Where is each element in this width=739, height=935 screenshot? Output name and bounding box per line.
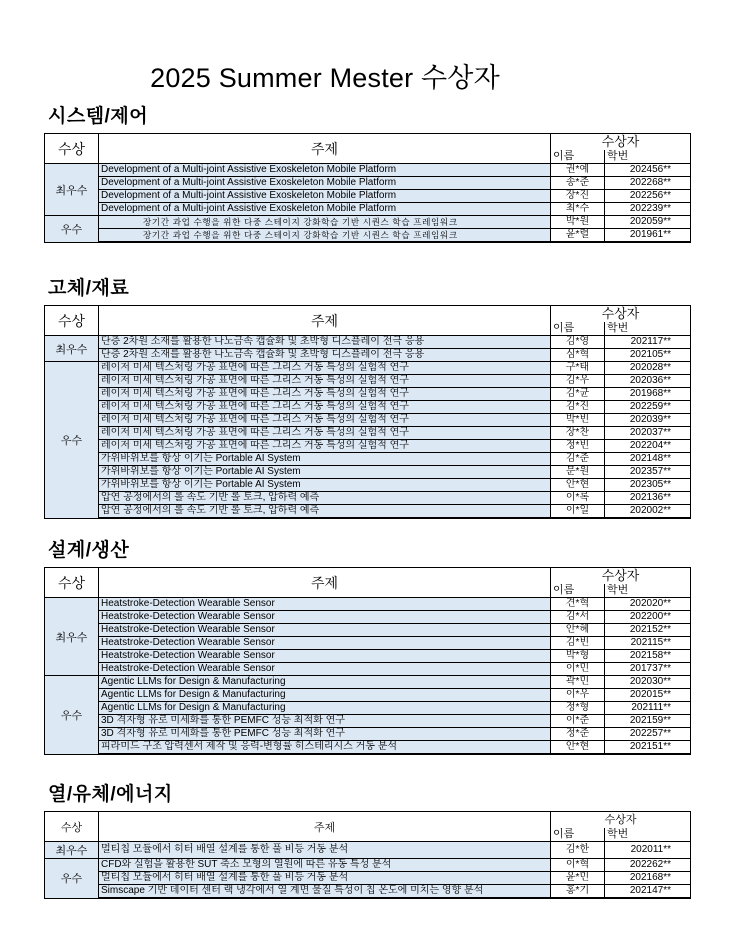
student-id-cell: 202158** xyxy=(605,650,691,663)
topic-cell: 3D 격자형 유로 미세화를 통한 PEMFC 성능 최적화 연구 xyxy=(99,715,551,728)
table-header-row xyxy=(45,134,691,151)
table-row xyxy=(45,229,691,243)
table-row xyxy=(45,453,691,466)
table-row xyxy=(45,177,691,190)
table-row xyxy=(45,427,691,440)
topic-cell: 레이저 미세 텍스처링 가공 표면에 따른 그리스 거동 특성의 실험적 연구 xyxy=(99,440,551,453)
award-table xyxy=(44,567,691,755)
table-row xyxy=(45,624,691,637)
table-row xyxy=(45,689,691,702)
table-row xyxy=(45,414,691,427)
award-category: 최우수 xyxy=(45,842,99,859)
winner-name-cell: 권*예 xyxy=(551,164,605,177)
table-row xyxy=(45,440,691,453)
winner-name-cell: 안*현 xyxy=(551,741,605,755)
topic-cell: 피라미드 구조 압력센서 제작 및 응력-변형률 히스테리시스 거동 분석 xyxy=(99,741,551,755)
winner-name-cell: 곽*민 xyxy=(551,676,605,689)
topic-cell: 레이저 미세 텍스처링 가공 표면에 따른 그리스 거동 특성의 실험적 연구 xyxy=(99,388,551,401)
name-header: 이름 xyxy=(551,584,605,598)
winner-name-cell: 이*혁 xyxy=(551,859,605,872)
table-row xyxy=(45,676,691,689)
topic-cell: Development of a Multi-joint Assistive Exoskeleton Mobile Platform xyxy=(99,164,551,177)
topic-cell: Heatstroke-Detection Wearable Sensor xyxy=(99,637,551,650)
student-id-cell: 202159** xyxy=(605,715,691,728)
table-row xyxy=(45,466,691,479)
student-id-cell: 202262** xyxy=(605,859,691,872)
table-row xyxy=(45,190,691,203)
winner-name-cell: 송*준 xyxy=(551,177,605,190)
student-id-cell: 202030** xyxy=(605,676,691,689)
topic-cell: 가위바위보를 항상 이기는 Portable AI System xyxy=(99,479,551,492)
topic-cell: CFD와 실험을 활용한 SUT 축소 모형의 열원에 따른 유동 특성 분석 xyxy=(99,859,551,872)
student-id-cell: 202200** xyxy=(605,611,691,624)
student-id-cell: 202039** xyxy=(605,414,691,427)
section-1 xyxy=(44,104,690,243)
section-4 xyxy=(44,782,690,899)
table-row xyxy=(45,728,691,741)
name-header: 이름 xyxy=(551,150,605,164)
student-id-cell: 202305** xyxy=(605,479,691,492)
student-id-cell: 202111** xyxy=(605,702,691,715)
award-category: 우수 xyxy=(45,676,99,755)
table-row xyxy=(45,702,691,715)
award-table xyxy=(44,305,691,519)
winner-name-cell: 윤*렬 xyxy=(551,229,605,243)
table-header-row xyxy=(45,568,691,585)
student-id-cell: 201968** xyxy=(605,388,691,401)
topic-cell: 단층 2차원 소재를 활용한 나노금속 캡슐화 및 초박형 디스플레이 전극 응용 xyxy=(99,349,551,362)
winner-name-cell: 이*민 xyxy=(551,663,605,676)
topic-cell: 가위바위보를 항상 이기는 Portable AI System xyxy=(99,453,551,466)
topic-header: 주제 xyxy=(99,306,551,336)
student-id-cell: 202168** xyxy=(605,872,691,885)
id-header: 학번 xyxy=(605,150,691,164)
topic-cell: 압연 공정에서의 롤 속도 기반 롤 토크, 압하력 예측 xyxy=(99,505,551,519)
winner-name-cell: 장*찬 xyxy=(551,427,605,440)
topic-cell: 단층 2차원 소재를 활용한 나노금속 캡슐화 및 초박형 디스플레이 전극 응용 xyxy=(99,336,551,349)
student-id-cell: 202002** xyxy=(605,505,691,519)
table-row xyxy=(45,637,691,650)
table-row xyxy=(45,164,691,177)
student-id-cell: 202151** xyxy=(605,741,691,755)
table-row xyxy=(45,492,691,505)
table-row xyxy=(45,505,691,519)
topic-cell: Development of a Multi-joint Assistive Exoskeleton Mobile Platform xyxy=(99,177,551,190)
table-header-row xyxy=(45,306,691,323)
topic-cell: Development of a Multi-joint Assistive Exoskeleton Mobile Platform xyxy=(99,203,551,216)
student-id-cell: 201737** xyxy=(605,663,691,676)
student-id-cell: 202011** xyxy=(605,842,691,859)
table-header-row xyxy=(45,812,691,829)
topic-header: 주제 xyxy=(99,134,551,164)
student-id-cell: 202239** xyxy=(605,203,691,216)
student-id-cell: 202037** xyxy=(605,427,691,440)
id-header: 학번 xyxy=(605,322,691,336)
student-id-cell: 201961** xyxy=(605,229,691,243)
winner-name-cell: 김*영 xyxy=(551,336,605,349)
topic-cell: 레이저 미세 텍스처링 가공 표면에 따른 그리스 거동 특성의 실험적 연구 xyxy=(99,401,551,414)
table-row xyxy=(45,216,691,229)
winner-name-cell: 김*서 xyxy=(551,611,605,624)
topic-cell: Heatstroke-Detection Wearable Sensor xyxy=(99,598,551,611)
table-row xyxy=(45,362,691,375)
winner-name-cell: 정*빈 xyxy=(551,440,605,453)
student-id-cell: 202152** xyxy=(605,624,691,637)
topic-header: 주제 xyxy=(99,568,551,598)
table-row xyxy=(45,663,691,676)
topic-cell: Heatstroke-Detection Wearable Sensor xyxy=(99,650,551,663)
winner-name-cell: 심*혁 xyxy=(551,349,605,362)
name-header: 이름 xyxy=(551,322,605,336)
section-3 xyxy=(44,538,690,755)
table-row xyxy=(45,859,691,872)
table-row xyxy=(45,349,691,362)
winner-name-cell: 이*록 xyxy=(551,492,605,505)
winner-name-cell: 견*혁 xyxy=(551,598,605,611)
winner-name-cell: 홍*기 xyxy=(551,885,605,899)
winner-header: 수상자 xyxy=(551,134,691,151)
topic-cell: Heatstroke-Detection Wearable Sensor xyxy=(99,611,551,624)
table-row xyxy=(45,715,691,728)
award-header: 수상 xyxy=(45,306,99,336)
award-header: 수상 xyxy=(45,134,99,164)
winner-name-cell: 김*준 xyxy=(551,453,605,466)
winner-name-cell: 이*일 xyxy=(551,505,605,519)
table-row xyxy=(45,203,691,216)
winner-name-cell: 정*준 xyxy=(551,728,605,741)
student-id-cell: 202257** xyxy=(605,728,691,741)
student-id-cell: 202357** xyxy=(605,466,691,479)
winner-header: 수상자 xyxy=(551,568,691,585)
winner-name-cell: 박*빈 xyxy=(551,414,605,427)
table-row xyxy=(45,388,691,401)
award-category: 우수 xyxy=(45,859,99,899)
name-header: 이름 xyxy=(551,828,605,842)
student-id-cell: 202015** xyxy=(605,689,691,702)
table-row xyxy=(45,598,691,611)
topic-cell: Agentic LLMs for Design & Manufacturing xyxy=(99,676,551,689)
topic-cell: 장기간 과업 수행을 위한 다중 스테이지 강화학습 기반 시퀀스 학습 프레임워크 xyxy=(99,216,551,229)
award-table xyxy=(44,811,691,899)
winner-name-cell: 안*혜 xyxy=(551,624,605,637)
winner-name-cell: 이*우 xyxy=(551,689,605,702)
winner-header: 수상자 xyxy=(551,306,691,323)
section-heading: 시스템/제어 xyxy=(48,106,149,127)
topic-cell: 레이저 미세 텍스처링 가공 표면에 따른 그리스 거동 특성의 실험적 연구 xyxy=(99,375,551,388)
winner-name-cell: 정*형 xyxy=(551,702,605,715)
winner-name-cell: 장*진 xyxy=(551,190,605,203)
student-id-cell: 202256** xyxy=(605,190,691,203)
winner-name-cell: 박*원 xyxy=(551,216,605,229)
student-id-cell: 202259** xyxy=(605,401,691,414)
section-2 xyxy=(44,276,690,519)
winner-name-cell: 이*준 xyxy=(551,715,605,728)
winner-name-cell: 김*한 xyxy=(551,842,605,859)
id-header: 학번 xyxy=(605,584,691,598)
page-title: 2025 Summer Mester 수상자 xyxy=(150,63,500,93)
student-id-cell: 202148** xyxy=(605,453,691,466)
student-id-cell: 202028** xyxy=(605,362,691,375)
topic-cell: 레이저 미세 텍스처링 가공 표면에 따른 그리스 거동 특성의 실험적 연구 xyxy=(99,427,551,440)
section-heading: 열/유체/에너지 xyxy=(48,784,173,805)
winner-name-cell: 김*진 xyxy=(551,401,605,414)
table-row xyxy=(45,650,691,663)
topic-cell: Agentic LLMs for Design & Manufacturing xyxy=(99,689,551,702)
award-category: 우수 xyxy=(45,216,99,243)
topic-cell: Heatstroke-Detection Wearable Sensor xyxy=(99,663,551,676)
student-id-cell: 202036** xyxy=(605,375,691,388)
student-id-cell: 202117** xyxy=(605,336,691,349)
topic-header: 주제 xyxy=(99,812,551,842)
topic-cell: Agentic LLMs for Design & Manufacturing xyxy=(99,702,551,715)
topic-cell: Heatstroke-Detection Wearable Sensor xyxy=(99,624,551,637)
section-heading: 고체/재료 xyxy=(48,278,130,299)
table-row xyxy=(45,336,691,349)
winner-name-cell: 최*수 xyxy=(551,203,605,216)
award-header: 수상 xyxy=(45,812,99,842)
award-table xyxy=(44,133,691,243)
student-id-cell: 202020** xyxy=(605,598,691,611)
topic-cell: 레이저 미세 텍스처링 가공 표면에 따른 그리스 거동 특성의 실험적 연구 xyxy=(99,414,551,427)
winner-name-cell: 안*현 xyxy=(551,479,605,492)
award-category: 최우수 xyxy=(45,598,99,676)
table-row xyxy=(45,479,691,492)
student-id-cell: 202136** xyxy=(605,492,691,505)
topic-cell: 압연 공정에서의 롤 속도 기반 롤 토크, 압하력 예측 xyxy=(99,492,551,505)
student-id-cell: 202204** xyxy=(605,440,691,453)
topic-cell: 가위바위보를 항상 이기는 Portable AI System xyxy=(99,466,551,479)
winner-header: 수상자 xyxy=(551,812,691,829)
winner-name-cell: 김*균 xyxy=(551,388,605,401)
winner-name-cell: 김*우 xyxy=(551,375,605,388)
table-row xyxy=(45,842,691,859)
student-id-cell: 202147** xyxy=(605,885,691,899)
student-id-cell: 202456** xyxy=(605,164,691,177)
award-category: 최우수 xyxy=(45,336,99,362)
award-category: 최우수 xyxy=(45,164,99,216)
winner-name-cell: 문*원 xyxy=(551,466,605,479)
topic-cell: Development of a Multi-joint Assistive Exoskeleton Mobile Platform xyxy=(99,190,551,203)
winner-name-cell: 김*빈 xyxy=(551,637,605,650)
table-row xyxy=(45,611,691,624)
topic-cell: 장기간 과업 수행을 위한 다중 스테이지 강화학습 기반 시퀀스 학습 프레임워크 xyxy=(99,229,551,243)
topic-cell: 멀티칩 모듈에서 히터 배열 설계를 통한 풀 비등 거동 분석 xyxy=(99,872,551,885)
section-heading: 설계/생산 xyxy=(48,540,130,561)
student-id-cell: 202059** xyxy=(605,216,691,229)
winner-name-cell: 윤*민 xyxy=(551,872,605,885)
winner-name-cell: 구*태 xyxy=(551,362,605,375)
topic-cell: 멀티칩 모듈에서 히터 배열 설계를 통한 풀 비등 거동 분석 xyxy=(99,842,551,859)
award-header: 수상 xyxy=(45,568,99,598)
topic-cell: 레이저 미세 텍스처링 가공 표면에 따른 그리스 거동 특성의 실험적 연구 xyxy=(99,362,551,375)
table-row xyxy=(45,401,691,414)
table-row xyxy=(45,885,691,899)
table-row xyxy=(45,872,691,885)
table-row xyxy=(45,375,691,388)
id-header: 학번 xyxy=(605,828,691,842)
topic-cell: Simscape 기반 데이터 센터 랙 냉각에서 열 계면 물질 특성이 칩 온도에 미치는 영향 분석 xyxy=(99,885,551,899)
table-row xyxy=(45,741,691,755)
student-id-cell: 202268** xyxy=(605,177,691,190)
award-category: 우수 xyxy=(45,362,99,519)
topic-cell: 3D 격자형 유로 미세화를 통한 PEMFC 성능 최적화 연구 xyxy=(99,728,551,741)
student-id-cell: 202115** xyxy=(605,637,691,650)
student-id-cell: 202105** xyxy=(605,349,691,362)
winner-name-cell: 박*형 xyxy=(551,650,605,663)
